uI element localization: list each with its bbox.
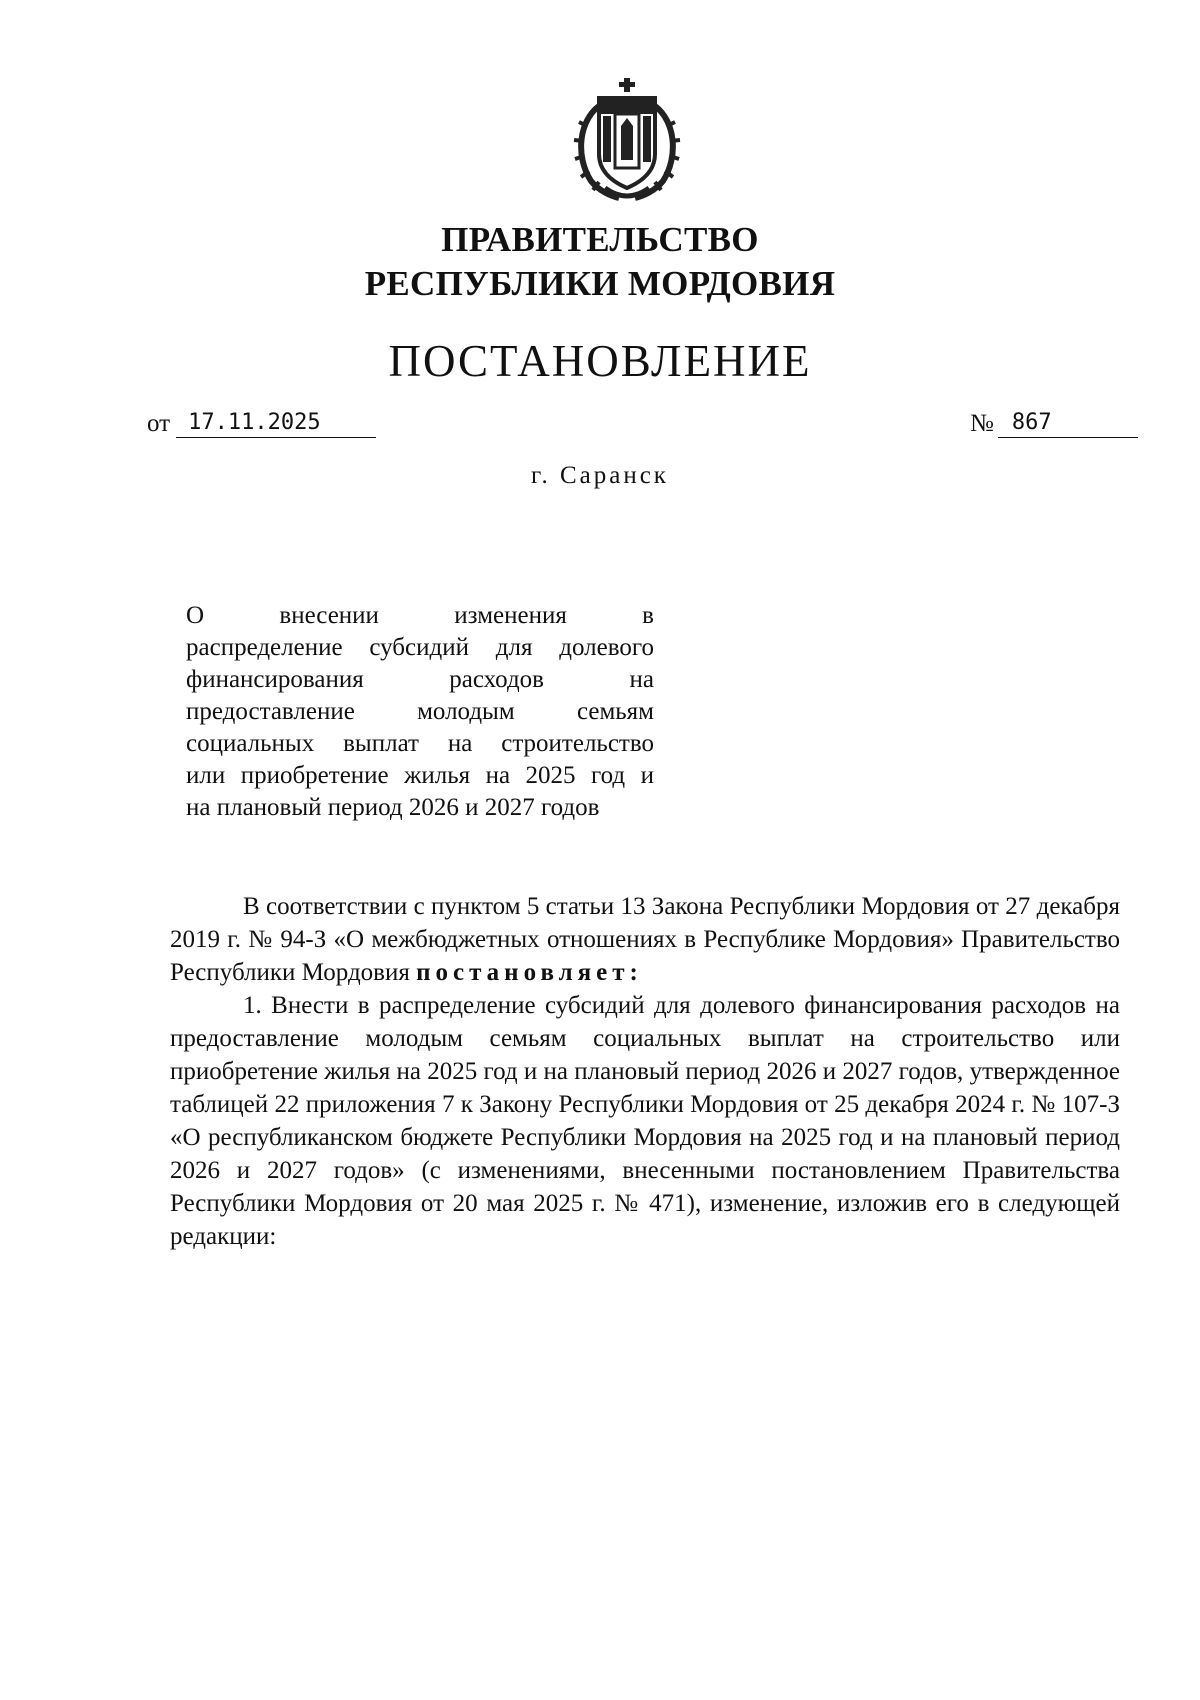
preamble-paragraph xyxy=(170,890,1120,989)
title-line: распределение субсидий для долевого xyxy=(186,634,654,661)
number-field xyxy=(998,411,1138,438)
organization-name xyxy=(0,218,1200,306)
organization-line-1: ПРАВИТЕЛЬСТВО xyxy=(441,220,759,259)
city: г. Саранск xyxy=(531,462,669,489)
number-prefix: № xyxy=(970,410,994,437)
clause-1-paragraph: 1. Внести в распределение субсидий для долевого финансирования расходов на предоставление молодым семьям социальных выплат на строительство или приобретение жилья на 2025 год и на плановый период 2026 и 2027 годов, утвержденное таблицей 22 приложения 7 к Закону Республики Мордовия от 25 декабря 2024 г. № 107-З «О республиканском бюджете Республики Мордовия на 2025 год и на плановый период 2026 и 2027 годов» (с изменениями, внесенными постановлением Правительства Республики Мордовия от 20 мая 2025 г. № 471), изменение, изложив его в следующей редакции: xyxy=(170,992,1120,1250)
document-body xyxy=(170,890,1120,1253)
preamble-text: В соответствии с пунктом 5 статьи 13 Закона Республики Мордовия от 27 декабря 2019 г. № 94-З «О межбюджетных отношениях в Республике Мордовия» Правительство Республики Мордовия xyxy=(170,893,1120,986)
title-line: предоставление молодым семьям xyxy=(186,698,654,725)
organization-line-2: РЕСПУБЛИКИ МОРДОВИЯ xyxy=(364,264,836,303)
date-row xyxy=(147,410,376,438)
title-line: на плановый период 2026 и 2027 годов xyxy=(186,794,600,821)
document-type: ПОСТАНОВЛЕНИЕ xyxy=(388,336,812,386)
date-field xyxy=(176,411,376,438)
number-value: 867 xyxy=(1011,410,1052,435)
title-line: социальных выплат на строительство xyxy=(186,730,654,757)
date-value: 17.11.2025 xyxy=(188,410,321,435)
decree-word: постановляет: xyxy=(416,959,643,986)
title-line: финансирования расходов на xyxy=(186,666,654,693)
date-prefix: от xyxy=(147,410,171,437)
document-title xyxy=(186,600,654,824)
title-line: О внесении изменения в xyxy=(186,602,654,629)
number-row xyxy=(970,410,1138,438)
coat-of-arms-icon xyxy=(569,76,685,206)
title-line: или приобретение жилья на 2025 год и xyxy=(186,762,654,789)
